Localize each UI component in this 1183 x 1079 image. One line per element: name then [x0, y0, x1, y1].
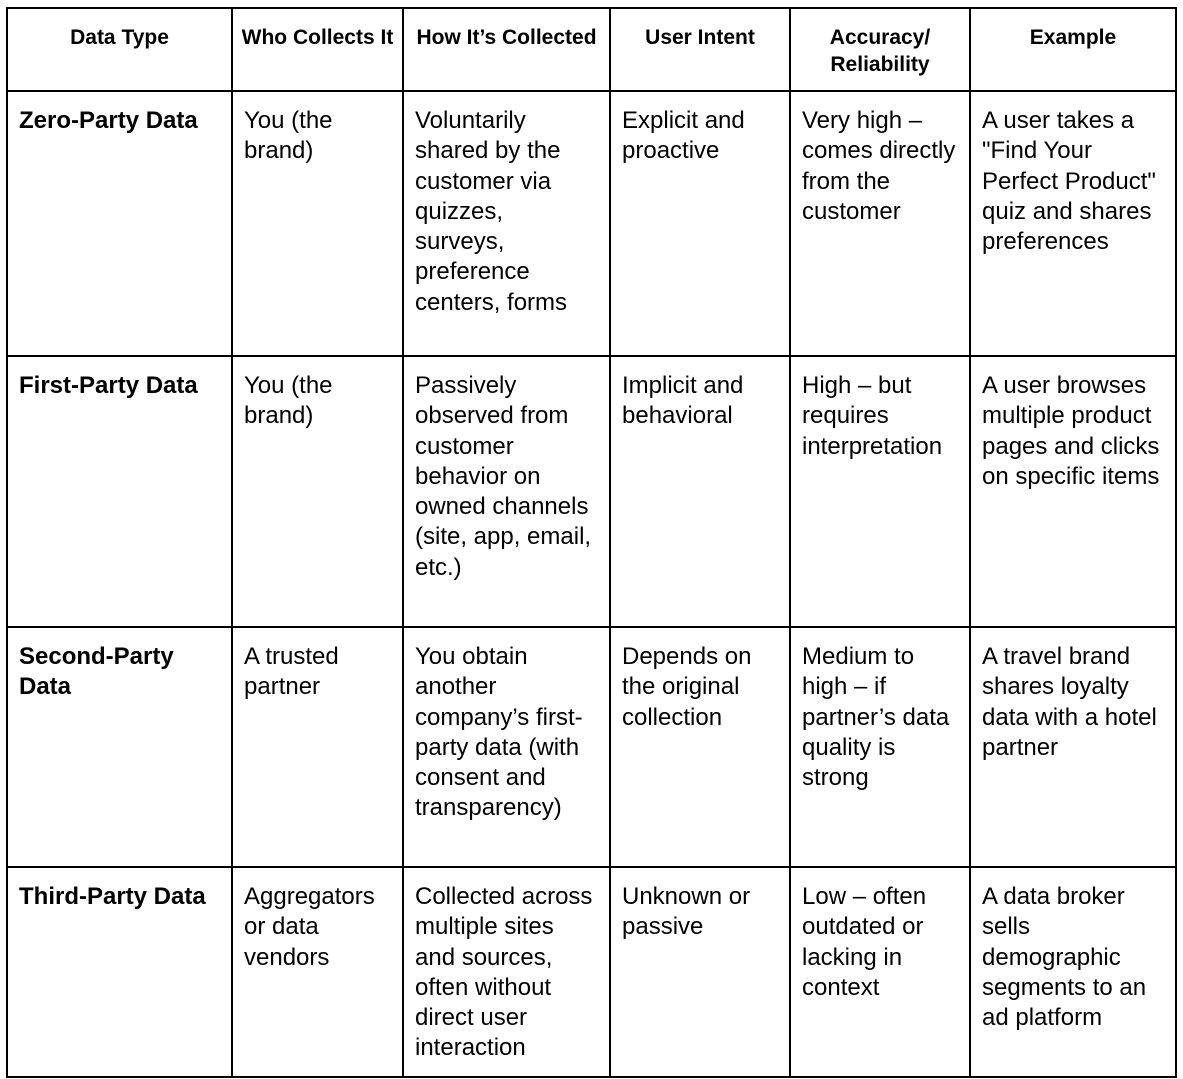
header-who-collects: Who Collects It — [232, 8, 403, 91]
table-row — [7, 627, 1176, 867]
header-user-intent: User Intent — [610, 8, 790, 91]
header-row — [7, 8, 1176, 91]
table-row — [7, 356, 1176, 627]
cell-who-collects: A trusted partner — [232, 627, 403, 867]
cell-accuracy: Very high – comes directly from the customer — [790, 91, 970, 356]
header-how-collected: How It’s Collected — [403, 8, 610, 91]
table-row — [7, 91, 1176, 356]
data-types-table — [6, 7, 1177, 1078]
cell-accuracy: Medium to high – if partner’s data quality is strong — [790, 627, 970, 867]
table-row — [7, 867, 1176, 1077]
cell-example: A user browses multiple product pages and clicks on specific items — [970, 356, 1176, 627]
cell-who-collects: You (the brand) — [232, 91, 403, 356]
cell-user-intent: Depends on the original collection — [610, 627, 790, 867]
header-accuracy: Accuracy/ Reliability — [790, 8, 970, 91]
cell-who-collects: Aggregators or data vendors — [232, 867, 403, 1077]
header-example: Example — [970, 8, 1176, 91]
cell-user-intent: Implicit and behavioral — [610, 356, 790, 627]
cell-user-intent: Explicit and proactive — [610, 91, 790, 356]
cell-data-type: Third-Party Data — [7, 867, 232, 1077]
cell-how-collected: You obtain another company’s first-party data (with consent and transparency) — [403, 627, 610, 867]
cell-accuracy: High – but requires interpretation — [790, 356, 970, 627]
cell-accuracy: Low – often outdated or lacking in context — [790, 867, 970, 1077]
cell-example: A travel brand shares loyalty data with a hotel partner — [970, 627, 1176, 867]
cell-example: A user takes a "Find Your Perfect Product" quiz and shares preferences — [970, 91, 1176, 356]
cell-who-collects: You (the brand) — [232, 356, 403, 627]
cell-how-collected: Collected across multiple sites and sources, often without direct user interaction — [403, 867, 610, 1077]
cell-data-type: Zero-Party Data — [7, 91, 232, 356]
cell-how-collected: Voluntarily shared by the customer via quizzes, surveys, preference centers, forms — [403, 91, 610, 356]
cell-data-type: First-Party Data — [7, 356, 232, 627]
header-data-type: Data Type — [7, 8, 232, 91]
cell-example: A data broker sells demographic segments to an ad platform — [970, 867, 1176, 1077]
cell-data-type: Second-Party Data — [7, 627, 232, 867]
cell-how-collected: Passively observed from customer behavior on owned channels (site, app, email, etc.) — [403, 356, 610, 627]
cell-user-intent: Unknown or passive — [610, 867, 790, 1077]
